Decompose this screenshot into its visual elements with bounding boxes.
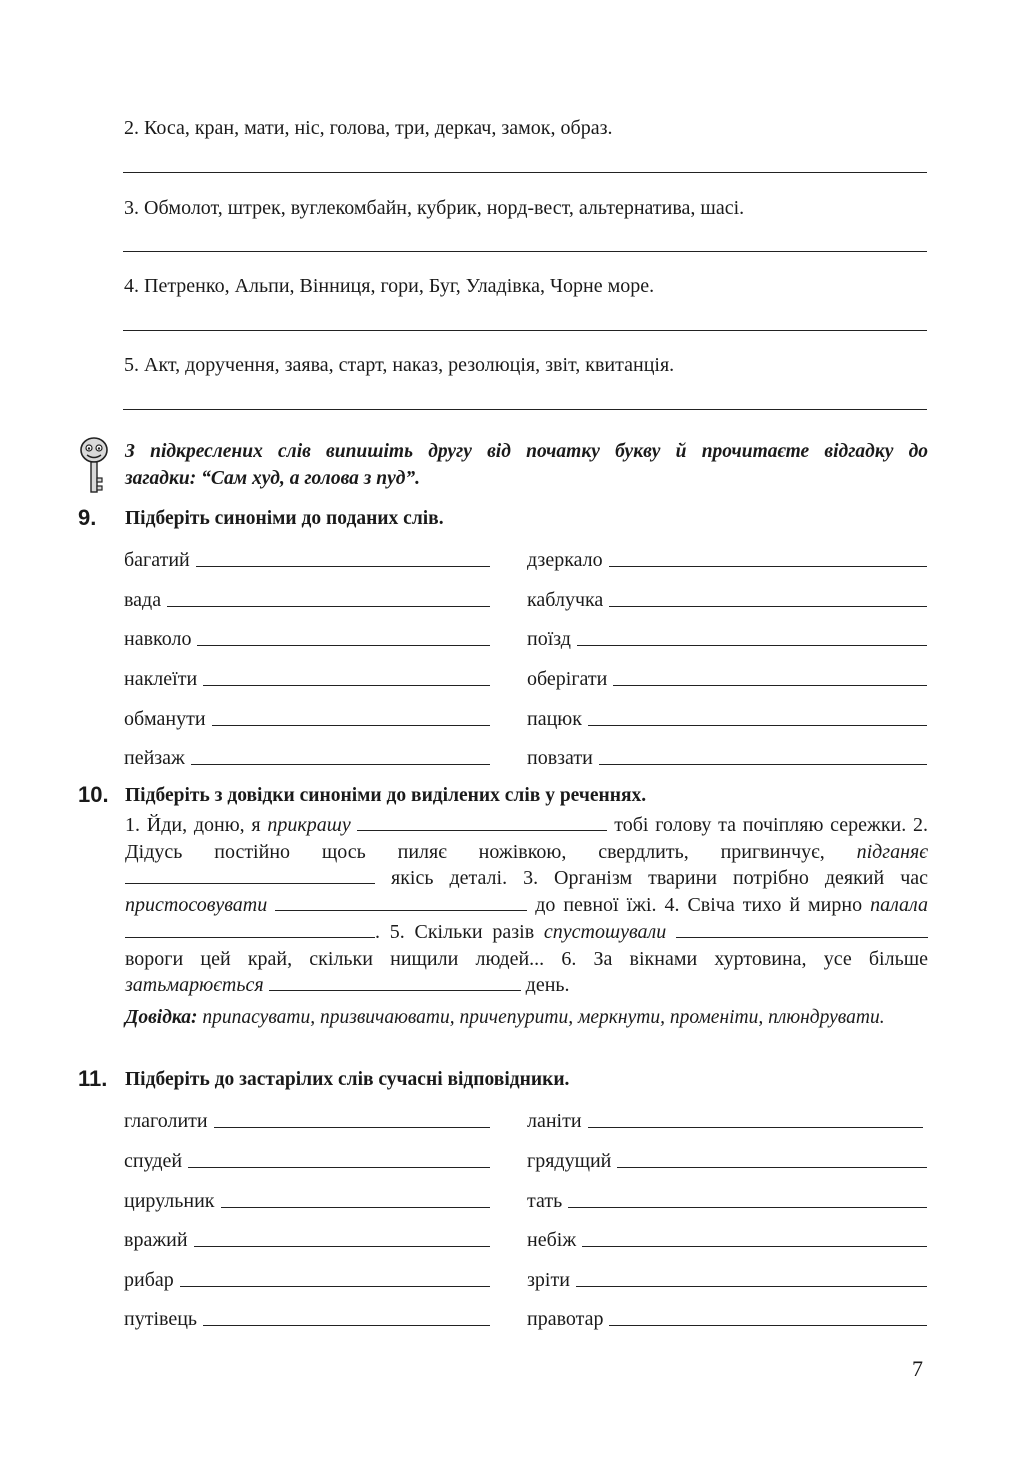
archaism-row	[124, 1307, 490, 1331]
answer-line[interactable]	[577, 645, 927, 646]
word: повзати	[527, 747, 593, 769]
answer-line[interactable]	[123, 409, 927, 410]
highlighted-word: пристосовувати	[125, 894, 268, 917]
riddle-line-1: З підкреслених слів випишіть другу від початку букву й прочитаєте відгадку до	[125, 441, 928, 462]
answer-line[interactable]	[123, 172, 927, 173]
word-set-3: 3. Обмолот, штрек, вуглекомбайн, кубрик, норд-вест, альтернатива, шасі.	[124, 197, 745, 219]
word: спудей	[124, 1150, 183, 1172]
answer-line[interactable]	[676, 919, 928, 938]
word: путівець	[124, 1308, 198, 1330]
archaism-row	[527, 1149, 927, 1173]
answer-line[interactable]	[203, 1325, 490, 1326]
answer-line[interactable]	[221, 1207, 491, 1208]
word: навколо	[124, 628, 192, 650]
synonym-row	[527, 667, 927, 691]
answer-line[interactable]	[196, 566, 490, 567]
answer-line[interactable]	[357, 812, 607, 831]
word: рибар	[124, 1269, 174, 1291]
answer-line[interactable]	[188, 1167, 490, 1168]
word: каблучка	[527, 589, 604, 611]
word: поїзд	[527, 628, 571, 650]
highlighted-word: затьмарюється	[125, 974, 264, 997]
answer-line[interactable]	[576, 1286, 927, 1287]
word: цирульник	[124, 1190, 215, 1212]
word: наклеїти	[124, 668, 198, 690]
highlighted-word: прикрашу	[267, 814, 351, 836]
synonym-row	[124, 746, 490, 770]
synonym-row	[527, 746, 927, 770]
archaism-row	[527, 1268, 927, 1292]
word: ланіти	[527, 1110, 582, 1132]
synonym-row	[527, 548, 927, 572]
hint-block	[125, 1005, 928, 1031]
answer-line[interactable]	[275, 892, 527, 911]
answer-line[interactable]	[167, 606, 490, 607]
word: багатий	[124, 549, 190, 571]
sentence-text: тобі голову та почіпляю сережки. 2. Дідусь постійно щось пиляє ножівкою, свердлить, пригвинчує,	[125, 814, 929, 863]
answer-line[interactable]	[269, 972, 521, 991]
key-icon	[74, 436, 114, 498]
answer-line[interactable]	[212, 725, 490, 726]
archaism-row	[124, 1268, 490, 1292]
word: тать	[527, 1190, 563, 1212]
word: дзеркало	[527, 549, 603, 571]
riddle-line-2: загадки: “Сам худ, а голова з пуд”.	[125, 468, 420, 489]
answer-line[interactable]	[613, 685, 927, 686]
word: грядущий	[527, 1150, 612, 1172]
answer-line[interactable]	[609, 606, 927, 607]
word: вражий	[124, 1229, 188, 1251]
task-9-title: Підберіть синоніми до поданих слів.	[125, 508, 444, 529]
word: зріти	[527, 1269, 570, 1291]
answer-line[interactable]	[125, 919, 375, 938]
archaism-row	[124, 1149, 490, 1173]
synonym-row	[124, 707, 490, 731]
answer-line[interactable]	[609, 566, 927, 567]
answer-line[interactable]	[125, 865, 375, 884]
synonym-row	[124, 548, 490, 572]
word: пейзаж	[124, 747, 185, 769]
sentence-text: . 5. Скільки разів	[375, 920, 535, 943]
task-9-number: 9.	[78, 505, 97, 530]
archaism-row	[124, 1109, 490, 1133]
answer-line[interactable]	[214, 1127, 490, 1128]
task-11-title: Підберіть до застарілих слів сучасні відповідники.	[125, 1069, 570, 1090]
answer-line[interactable]	[609, 1325, 927, 1326]
answer-line[interactable]	[180, 1286, 490, 1287]
synonym-row	[527, 627, 927, 651]
sentence-text: до певної їжі. 4. Свіча тихо й мирно	[535, 894, 863, 917]
task-10-sentences	[125, 812, 928, 999]
answer-line[interactable]	[203, 685, 490, 686]
sentence-text: день.	[525, 974, 570, 997]
word: правотар	[527, 1308, 604, 1330]
word-set-2: 2. Коса, кран, мати, ніс, голова, три, деркач, замок, образ.	[124, 117, 613, 139]
answer-line[interactable]	[568, 1207, 927, 1208]
synonym-row	[124, 627, 490, 651]
word: обманути	[124, 708, 206, 730]
task-10-title: Підберіть з довідки синоніми до виділених слів у реченнях.	[125, 785, 647, 806]
task-10-number: 10.	[78, 782, 109, 807]
word: вада	[124, 589, 162, 611]
answer-line[interactable]	[599, 764, 927, 765]
word-set-4: 4. Петренко, Альпи, Вінниця, гори, Буг, Уладівка, Чорне море.	[124, 275, 655, 297]
synonym-row	[527, 707, 927, 731]
answer-line[interactable]	[588, 725, 927, 726]
synonym-row	[527, 588, 927, 612]
answer-line[interactable]	[191, 764, 490, 765]
highlighted-word: палала	[870, 894, 928, 917]
archaism-row	[527, 1189, 927, 1213]
word: небіж	[527, 1229, 577, 1251]
word: глаголити	[124, 1110, 208, 1132]
highlighted-word: підганяє	[856, 840, 929, 863]
synonym-row	[124, 667, 490, 691]
answer-line[interactable]	[617, 1167, 927, 1168]
synonym-row	[124, 588, 490, 612]
answer-line[interactable]	[123, 251, 927, 252]
hint-label: Довідка:	[125, 1007, 198, 1028]
sentence-text: вороги цей край, скільки нищили людей... 6. За вікнами хуртовина, усе більше	[125, 947, 928, 970]
answer-line[interactable]	[582, 1246, 927, 1247]
task-11-number: 11.	[78, 1066, 108, 1091]
hint-words: припасувати, призвичаювати, причепурити, меркнути, променіти, плюндрувати.	[202, 1007, 885, 1028]
answer-line[interactable]	[588, 1127, 923, 1128]
sentence-text: якісь деталі. 3. Організм тварини потрібно деякий час	[391, 867, 929, 890]
answer-line[interactable]	[194, 1246, 490, 1247]
archaism-row	[527, 1228, 927, 1252]
archaism-row	[124, 1189, 490, 1213]
archaism-row	[124, 1228, 490, 1252]
answer-line[interactable]	[123, 330, 927, 331]
word: оберігати	[527, 668, 608, 690]
word-set-5: 5. Акт, доручення, заява, старт, наказ, резолюція, звіт, квитанція.	[124, 354, 675, 376]
answer-line[interactable]	[197, 645, 490, 646]
archaism-row	[527, 1109, 923, 1133]
highlighted-word: спустошували	[543, 920, 667, 943]
word: пацюк	[527, 708, 582, 730]
archaism-row	[527, 1307, 927, 1331]
sentence-text: 1. Йди, доню, я	[125, 814, 261, 836]
page-number: 7	[912, 1356, 923, 1381]
